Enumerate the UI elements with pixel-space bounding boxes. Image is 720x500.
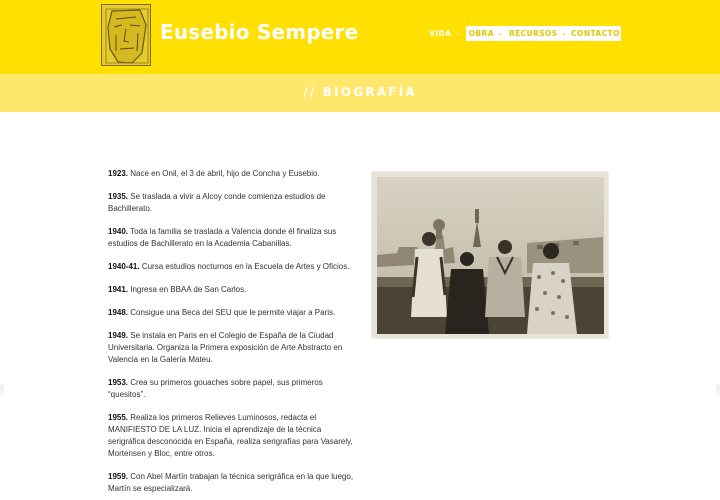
nav-label-recursos: RECURSOS — [508, 29, 558, 38]
bio-text: Realiza los primeros Relieves Luminosos, redacta el MANIFIESTO DE LA LUZ. Inicia el aprendizaje de la técnica serigráfica desconocida en España, realiza serigrafías para Vasarely, Mortensen y Bloc, entre otros. — [108, 413, 353, 458]
bio-year: 1923. — [108, 169, 129, 178]
bio-text: Se traslada a vivir a Alcoy conde comienza estudios de Bachillerato. — [108, 192, 326, 213]
bio-entry — [108, 168, 360, 180]
site-title[interactable]: Eusebio Sempere — [160, 20, 359, 44]
site-logo[interactable] — [101, 4, 151, 66]
title-slashes: // — [303, 85, 317, 99]
bio-text: Nace en Onil, el 3 de abril, hijo de Concha y Eusebio. — [128, 169, 320, 178]
portrait-logo-icon — [102, 5, 151, 66]
bio-text: Con Abel Martín trabajan la técnica serigráfica en la que luego, Martín se especializará. — [108, 472, 354, 493]
page-title — [0, 85, 720, 99]
bio-year: 1941. — [108, 285, 129, 294]
chevron-down-icon: ⌄ — [561, 30, 568, 37]
nav-item-contacto[interactable] — [570, 26, 621, 41]
bio-entry — [108, 191, 360, 215]
nav-item-vida[interactable] — [425, 26, 465, 41]
bio-text: Cursa estudios nocturnos en la Escuela de Artes y Oficios. — [139, 262, 350, 271]
bio-year: 1955. — [108, 413, 129, 422]
bio-entry — [108, 261, 360, 273]
biography-list — [108, 168, 360, 500]
bio-year: 1940-41. — [108, 262, 140, 271]
nav-item-recursos[interactable] — [510, 26, 566, 41]
title-text: BIOGRAFÍA — [322, 85, 417, 99]
vintage-photo-image — [377, 177, 604, 334]
bio-entry — [108, 412, 360, 460]
family-photo — [372, 172, 608, 338]
bio-entry — [108, 377, 360, 401]
nav-label-vida: VIDA — [429, 29, 452, 38]
bio-entry — [108, 471, 360, 495]
bio-year: 1953. — [108, 378, 129, 387]
bio-year: 1949. — [108, 331, 129, 340]
bio-text: Toda la familia se traslada a Valencia donde él finaliza sus estudios de Bachillerato en la Academia Cabanillas. — [108, 227, 337, 248]
right-edge-marker — [716, 385, 720, 395]
bio-year: 1959. — [108, 472, 129, 481]
bio-entry — [108, 330, 360, 366]
bio-entry — [108, 284, 360, 296]
chevron-down-icon: ⌄ — [455, 30, 461, 37]
chevron-down-icon: ⌄ — [497, 30, 504, 37]
bio-entry — [108, 226, 360, 250]
bio-year: 1948. — [108, 308, 129, 317]
bio-text: Consigue una Beca del SEU que le permite viajar a Paris. — [128, 308, 336, 317]
left-edge-marker — [0, 385, 4, 395]
bio-text: Se instala en Paris en el Colegio de España de la Ciudad Universitaria. Organiza la Primera exposición de Arte Abstracto en Valencia en la Galería Mateu. — [108, 331, 343, 364]
bio-entry — [108, 307, 360, 319]
bio-text: Ingresa en BBAA de San Carlos. — [128, 285, 247, 294]
nav-label-obra: OBRA — [468, 29, 494, 38]
bio-year: 1935. — [108, 192, 129, 201]
nav-label-contacto: CONTACTO — [571, 29, 620, 38]
nav-item-obra[interactable] — [466, 26, 506, 41]
bio-year: 1940. — [108, 227, 129, 236]
bio-text: Crea su primeros gouaches sobre papel, sus primeros “quesitos”. — [108, 378, 323, 399]
